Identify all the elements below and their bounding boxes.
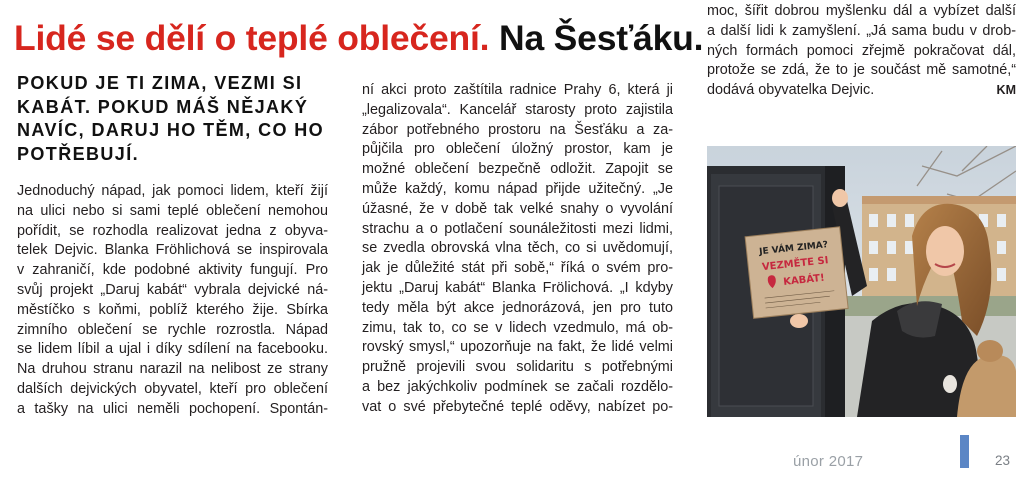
article-column-1 — [17, 182, 328, 420]
text-line: jak je důležité stát při sobě,“ říká o svém pro- — [362, 260, 673, 277]
text-line: „legalizovala“. Kancelář starosty proto zajistila — [362, 101, 673, 118]
text-line: Na druhou stranu narazil na nelibost ze strany — [17, 361, 328, 378]
article-photo — [707, 146, 1016, 417]
lead-line: POTŘEBUJÍ. — [17, 143, 140, 164]
text-line: moc, šířit dobrou myšlenku dál a vybízet další — [707, 3, 1016, 19]
text-line: svůj projekt „Daruj kabát“ vybrala dejvické ná- — [17, 281, 328, 298]
text-line: Jednoduchý nápad, jak pomoci lidem, kteří žijí — [17, 183, 328, 199]
text-line: městíčko s koňmi, poblíž kterého žije. Sbírka — [17, 301, 328, 318]
text-line: dodává obyvatelka Dejvic. — [707, 82, 875, 99]
sign-line: KABÁT! — [782, 272, 826, 288]
lead-paragraph — [17, 72, 325, 166]
text-line: zimu, tak to, co se v lidech vzedmulo, má ob- — [362, 319, 673, 336]
text-line: zimního oblečení se rychle rozrostla. Nápad — [17, 321, 328, 338]
text-line: a bez jakýchkoliv podmínek se začali rozdělo- — [362, 378, 673, 395]
text-line: může každý, komu nápad přijde užitečný. „Je — [362, 180, 673, 197]
text-line: se lidem líbil a ujal i díky sdílení na facebooku. — [17, 341, 328, 358]
text-line: pořídit, se rozhodla realizovat jedna z obyva- — [17, 222, 328, 239]
text-line: protože se zdá, že to je součást mě samotné,“ — [707, 62, 1016, 79]
sign-line: JE VÁM ZIMA? — [758, 240, 829, 258]
headline-red-part: Lidé se dělí o teplé oblečení. — [14, 18, 490, 58]
article-column-2 — [362, 81, 673, 418]
text-line: telek Dejvic. Blanka Fröhlichová se inspirovala — [17, 242, 328, 259]
text-line: jektu „Daruj kabát“ Blanka Frölichová. „I kdyby — [362, 279, 673, 296]
text-line: strachu a o potlačení sounáležitosti mezi lidmi, — [362, 220, 673, 237]
text-line: možné oblečení bezpečně odložit. Zapojit se — [362, 161, 673, 178]
text-line: dalších dejvických obyvatel, kteří pro oblečení — [17, 380, 328, 397]
text-line: ní akci proto zaštítila radnice Prahy 6, která ji — [362, 82, 673, 98]
issue-date: únor 2017 — [793, 453, 864, 470]
author-initials: KM — [996, 83, 1016, 98]
text-line: a tašky na ulici neměli pochopení. Spontán- — [17, 400, 328, 417]
text-line: a další lidi k zamyšlení. „Já sama budu v drob- — [707, 22, 1016, 39]
sign-line: VEZMĚTE SI — [761, 255, 829, 274]
text-line: pružně projevili svou solidaritu s potřebnými — [362, 359, 673, 376]
text-line: zábor potřebného prostoru na Šesťáku a za- — [362, 121, 673, 138]
lead-line: NAVÍC, DARUJ HO TĚM, CO HO — [17, 120, 325, 140]
text-line: se zvedla obrovská vlna těch, co si uvědomují, — [362, 240, 673, 257]
lead-line: POKUD JE TI ZIMA, VEZMI SI — [17, 73, 303, 93]
text-line: půjčila pro oblečení úložný prostor, kam je — [362, 141, 673, 158]
text-line: úžasné, že v době tak velké snahy o vyvolání — [362, 200, 673, 217]
text-line: v zahraničí, kde podobné aktivity fungují. Pro — [17, 262, 328, 279]
text-line: rovský smysl,“ upozorňuje na fakt, že lidé velmi — [362, 339, 673, 356]
page-number: 23 — [995, 453, 1011, 468]
text-line: ných formách pomoci zřejmě pokračovat dál, — [707, 42, 1016, 59]
article-column-3 — [707, 2, 1016, 101]
footer-accent-bar — [960, 435, 969, 468]
text-line: vat o své přebytečné teplé oděvy, nabízet po- — [362, 398, 673, 415]
headline — [14, 14, 704, 62]
text-line: na ulici nebo si sami teplé oblečení nemohou — [17, 202, 328, 219]
lead-line: KABÁT. POKUD MÁŠ NĚJAKÝ — [17, 96, 309, 117]
closing-line — [707, 81, 1016, 101]
headline-black-part: Na Šesťáku. — [499, 18, 704, 58]
text-line: tedy měla být akce jednorázová, jen pro tuto — [362, 299, 673, 316]
